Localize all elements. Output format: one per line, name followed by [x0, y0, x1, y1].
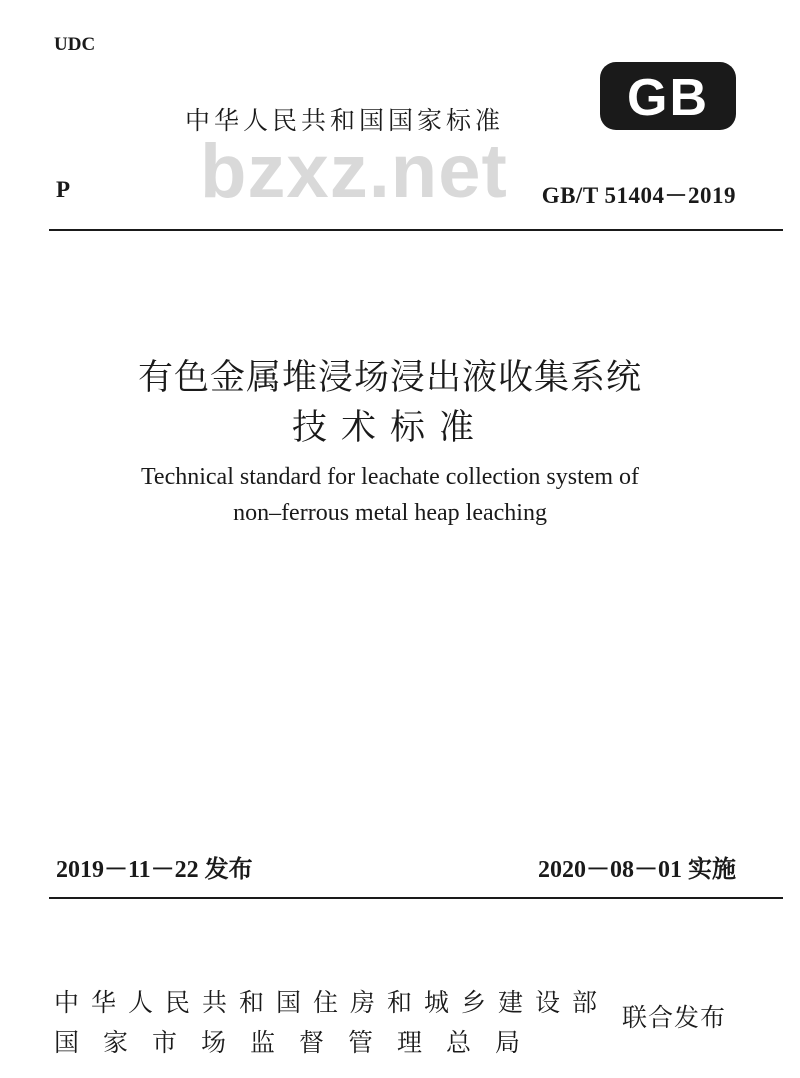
watermark: bzxz.net — [200, 129, 508, 214]
svg-text:GB: GB — [627, 69, 709, 127]
issue-date: 2019－11－22 发布 — [56, 857, 253, 883]
national-standard-label: 中华人民共和国国家标准 — [185, 106, 505, 135]
gb-logo — [598, 60, 738, 132]
title-english-line-1: Technical standard for leachate collection system of — [140, 464, 640, 490]
title-chinese-line-2: 技术标准 — [291, 408, 488, 448]
bottom-divider — [49, 897, 783, 899]
top-divider — [49, 229, 783, 231]
implementation-date: 2020－08－01 实施 — [538, 857, 736, 883]
issuer-line-1: 中华人民共和国住房和城乡建设部 — [54, 988, 610, 1017]
issuer-line-2: 国家市场监督管理总局 — [54, 1028, 545, 1057]
title-chinese-line-1: 有色金属堆浸场浸出液收集系统 — [137, 358, 642, 398]
category-code: P — [56, 177, 71, 202]
title-english-line-2: non–ferrous metal heap leaching — [233, 500, 547, 526]
joint-release-label: 联合发布 — [622, 1003, 727, 1032]
udc-label: UDC — [54, 34, 96, 55]
standard-number: GB/T 51404－2019 — [541, 183, 736, 208]
